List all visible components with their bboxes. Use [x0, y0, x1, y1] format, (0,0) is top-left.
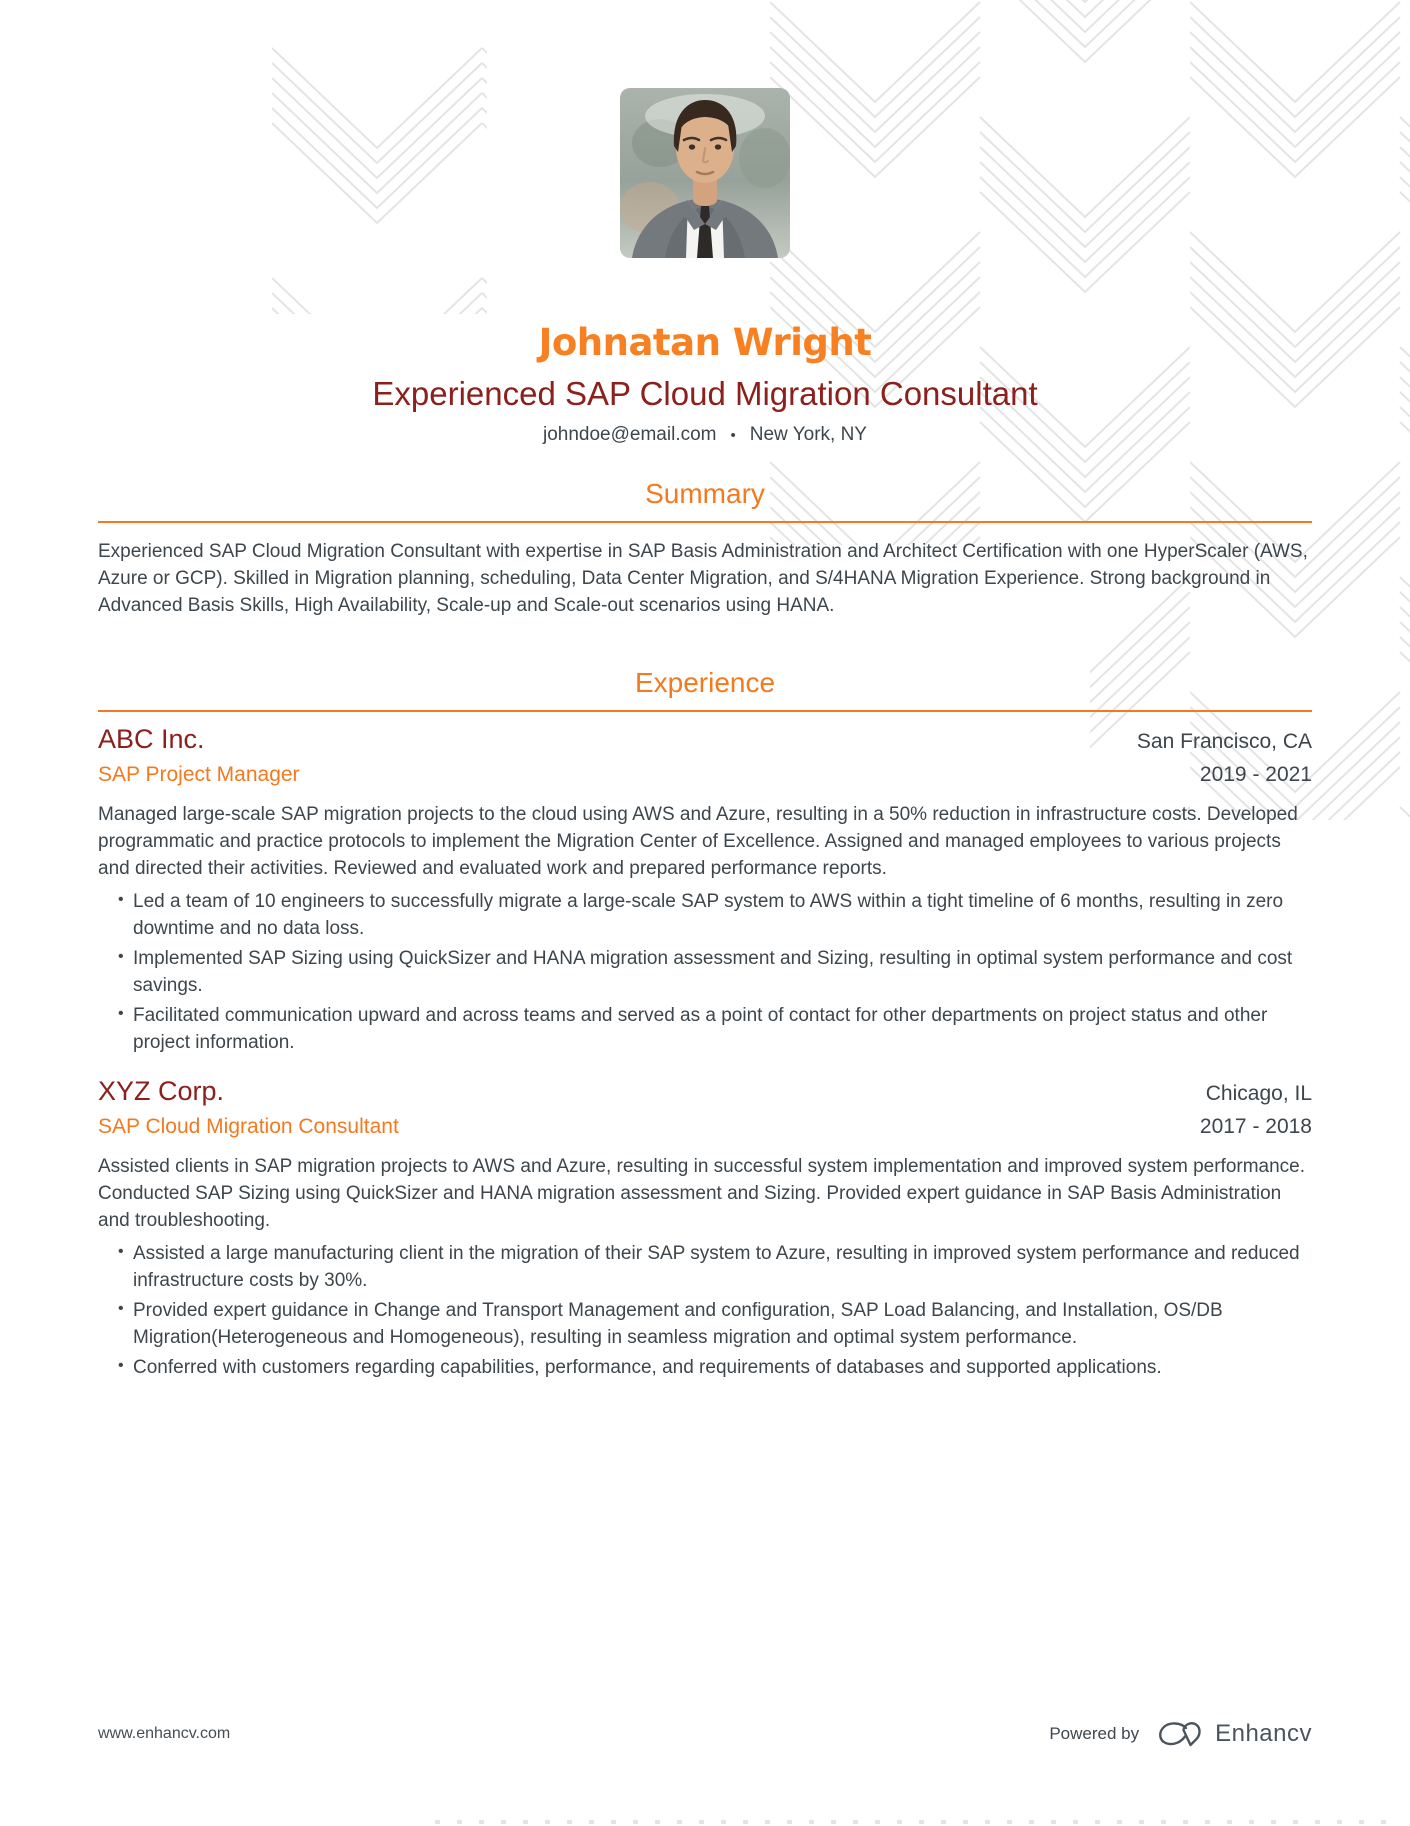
profile-photo [620, 88, 790, 258]
page-footer [98, 1720, 1312, 1748]
profile-photo-illustration [620, 88, 790, 258]
dot-separator: • [730, 426, 736, 444]
experience-section [98, 669, 1312, 1381]
company-name: ABC Inc. [98, 724, 205, 754]
job-role: SAP Cloud Migration Consultant [98, 1115, 399, 1138]
powered-by-group [1049, 1720, 1312, 1748]
job-entry-xyz-corp [98, 1078, 1312, 1381]
section-divider [98, 710, 1312, 712]
chevron-tips-bottom [435, 1820, 1400, 1824]
job-entry-abc-inc [98, 726, 1312, 1056]
job-description: Managed large-scale SAP migration projects to the cloud using AWS and Azure, resulting in a 50% reduction in infrastructure costs. Developed programmatic and practice protocols to implement the Migration Center of Excellence. Assigned and managed employees to various projects and directed their activities. Reviewed and evaluated work and prepared performance reports. [98, 804, 1298, 879]
resume-content [98, 0, 1312, 1381]
section-divider [98, 521, 1312, 523]
job-location: San Francisco, CA [1136, 730, 1312, 753]
job-subheader-row [98, 763, 1312, 787]
job-bullet: • Facilitated communication upward and across teams and served as a point of contact for other departments on project status and other project information. [118, 1002, 1312, 1056]
job-bullet: • Conferred with customers regarding capabilities, performance, and requirements of databases and supported applications. [118, 1354, 1312, 1381]
experience-heading: Experience [634, 667, 776, 698]
person-name: Johnatan Wright [538, 321, 872, 364]
job-dates: 2017 - 2018 [1199, 1115, 1312, 1138]
job-bullet: • Led a team of 10 engineers to successfully migrate a large-scale SAP system to AWS within a tight timeline of 6 months, resulting in zero downtime and no data loss. [118, 888, 1312, 942]
job-description: Assisted clients in SAP migration projects to AWS and Azure, resulting in successful system implementation and improved system performance. Conducted SAP Sizing using QuickSizer and HANA migration assessment and Sizing. Provided expert guidance in SAP Basis Administration and troubleshooting. [98, 1156, 1306, 1231]
job-subheader-row [98, 1115, 1312, 1139]
summary-section [98, 480, 1312, 619]
person-headline: Experienced SAP Cloud Migration Consultant [372, 375, 1038, 412]
enhancv-brand-link[interactable] [1153, 1720, 1312, 1748]
photo-container [98, 0, 1312, 258]
job-location: Chicago, IL [1205, 1082, 1312, 1105]
summary-text: Experienced SAP Cloud Migration Consultant with expertise in SAP Basis Administration and Architect Certification with one HyperScaler (AWS, Azure or GCP). Skilled in Migration planning, scheduling, Data Center Migration, and S/4HANA Migration Experience. Strong background in Advanced Basis Skills, High Availability, Scale-up and Scale-out scenarios using HANA. [98, 541, 1308, 616]
enhancv-wordmark: Enhancv [1215, 1720, 1312, 1747]
job-bullet-list [118, 1240, 1312, 1381]
job-bullet: • Assisted a large manufacturing client in the migration of their SAP system to Azure, resulting in improved system performance and reduced infrastructure costs by 30%. [118, 1240, 1312, 1294]
contact-row [98, 424, 1312, 446]
enhancv-site-link[interactable]: www.enhancv.com [98, 1725, 231, 1742]
enhancv-logo-icon [1153, 1720, 1205, 1748]
job-bullet: • Implemented SAP Sizing using QuickSizer and HANA migration assessment and Sizing, resulting in optimal system performance and cost savings. [118, 945, 1312, 999]
job-role: SAP Project Manager [98, 763, 300, 786]
location-text: New York, NY [749, 424, 867, 445]
resume-header [98, 0, 1312, 446]
company-name: XYZ Corp. [98, 1076, 225, 1106]
powered-by-label: Powered by [1049, 1724, 1140, 1743]
job-bullet: • Provided expert guidance in Change and Transport Management and configuration, SAP Load Balancing, and Installation, OS/DB Migration(Heterogeneous and Homogeneous), resulting in seamless migration and optimal system performance. [118, 1297, 1312, 1351]
job-header-row [98, 1078, 1312, 1106]
job-bullet-list [118, 888, 1312, 1056]
job-header-row [98, 726, 1312, 754]
summary-heading: Summary [645, 478, 765, 509]
email-text: johndoe@email.com [543, 424, 717, 445]
job-dates: 2019 - 2021 [1199, 763, 1312, 786]
